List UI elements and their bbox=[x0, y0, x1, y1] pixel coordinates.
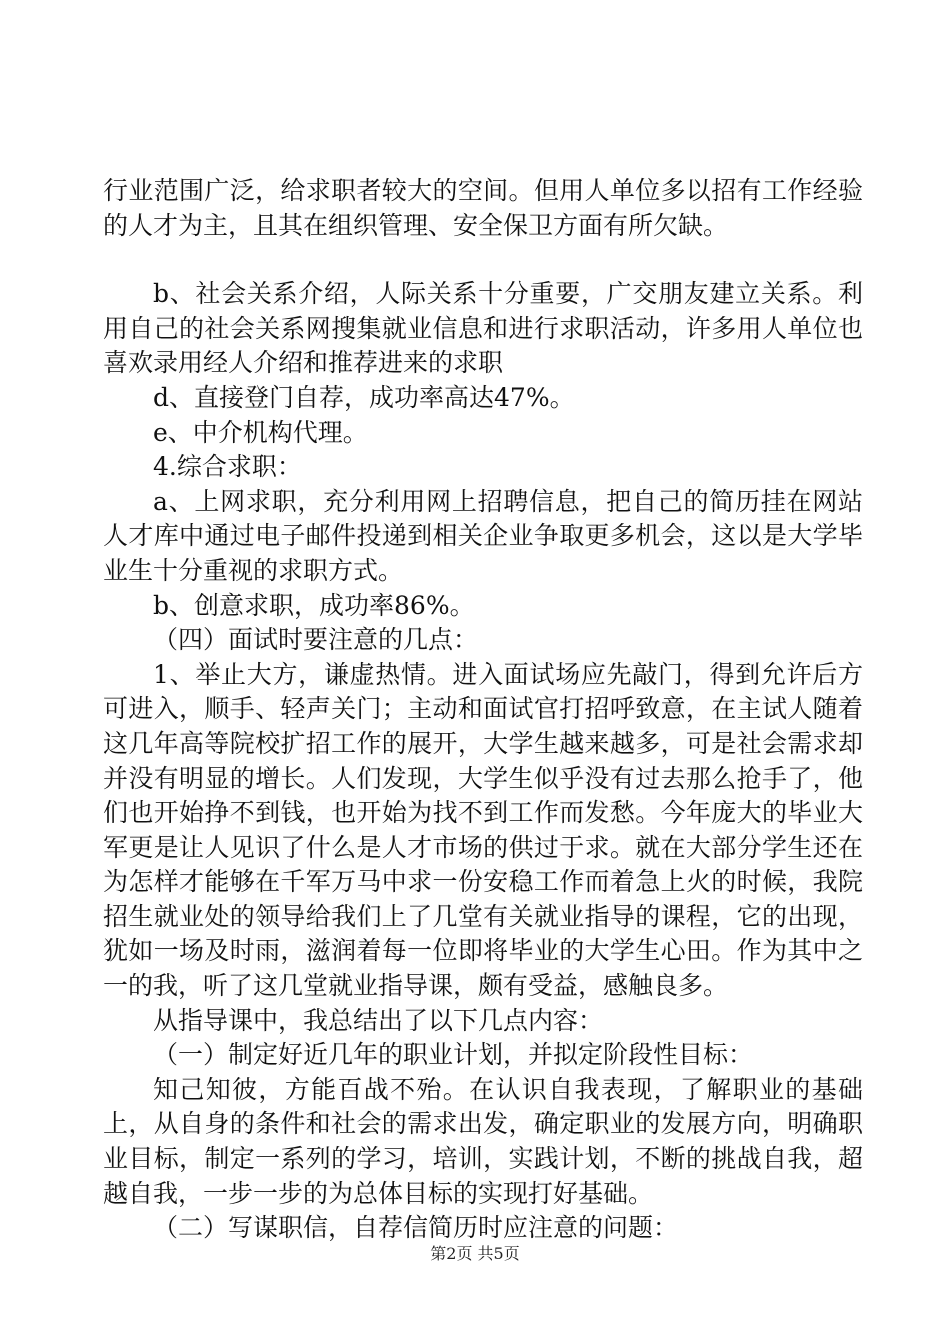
page-footer: 第2页 共5页 bbox=[430, 1244, 520, 1263]
document-body bbox=[103, 174, 863, 1246]
paragraph-social-relations: b、社会关系介绍，人际关系十分重要，广交朋友建立关系。利用自己的社会关系网搜集就业信息和进行求职活动，许多用人单位也喜欢录用经人介绍和推荐进来的求职 bbox=[103, 279, 863, 378]
paragraph-agency: e、中介机构代理。 bbox=[153, 417, 368, 447]
paragraph-interview-behavior: 1、举止大方，谦虚热情。进入面试场应先敲门，得到允许后方可进入，顺手、轻声关门；主动和面试官打招呼致意，在主试人随着这几年高等院校扩招工作的展开，大学生越来越多，可是社会需求却并没有明显的增长。人们发现，大学生似乎没有过去那么抢手了，他们也开始挣不到钱，也开始为找不到工作而发愁。今年庞大的毕业大军更是让人见识了什么是人才市场的供过于求。就在大部分学生还在为怎样才能够在千军万马中求一份安稳工作而着急上火的时候，我院招生就业处的领导给我们上了几堂有关就业指导的课程，它的出现，犹如一场及时雨，滋润着每一位即将毕业的大学生心田。作为其中之一的我，听了这几堂就业指导课，颇有受益，感触良多。 bbox=[103, 659, 863, 1001]
paragraph-creative-job-search: b、创意求职，成功率86%。 bbox=[153, 590, 475, 620]
heading-cover-letter: （二）写谋职信，自荐信简历时应注意的问题： bbox=[153, 1213, 679, 1243]
paragraph-online-job-search: a、上网求职，充分利用网上招聘信息，把自己的简历挂在网站人才库中通过电子邮件投递到相关企业争取更多机会，这以是大学毕业生十分重视的求职方式。 bbox=[103, 486, 863, 585]
paragraph-summary-intro: 从指导课中，我总结出了以下几点内容： bbox=[153, 1005, 604, 1035]
heading-interview-notes: （四）面试时要注意的几点： bbox=[153, 625, 479, 655]
paragraph-direct-visit: d、直接登门自荐，成功率高达47%。 bbox=[153, 382, 575, 412]
paragraph-industry-scope: 行业范围广泛，给求职者较大的空间。但用人单位多以招有工作经验的人才为主，且其在组织管理、安全保卫方面有所欠缺。 bbox=[103, 176, 863, 240]
paragraph-career-plan-detail: 知己知彼，方能百战不殆。在认识自我表现，了解职业的基础上，从自身的条件和社会的需求出发，确定职业的发展方向，明确职业目标，制定一系列的学习，培训，实践计划，不断的挑战自我，超越自我，一步一步的为总体目标的实现打好基础。 bbox=[103, 1074, 863, 1208]
heading-career-plan: （一）制定好近几年的职业计划，并拟定阶段性目标： bbox=[153, 1040, 754, 1070]
heading-comprehensive-job-search: 4.综合求职： bbox=[153, 452, 302, 482]
